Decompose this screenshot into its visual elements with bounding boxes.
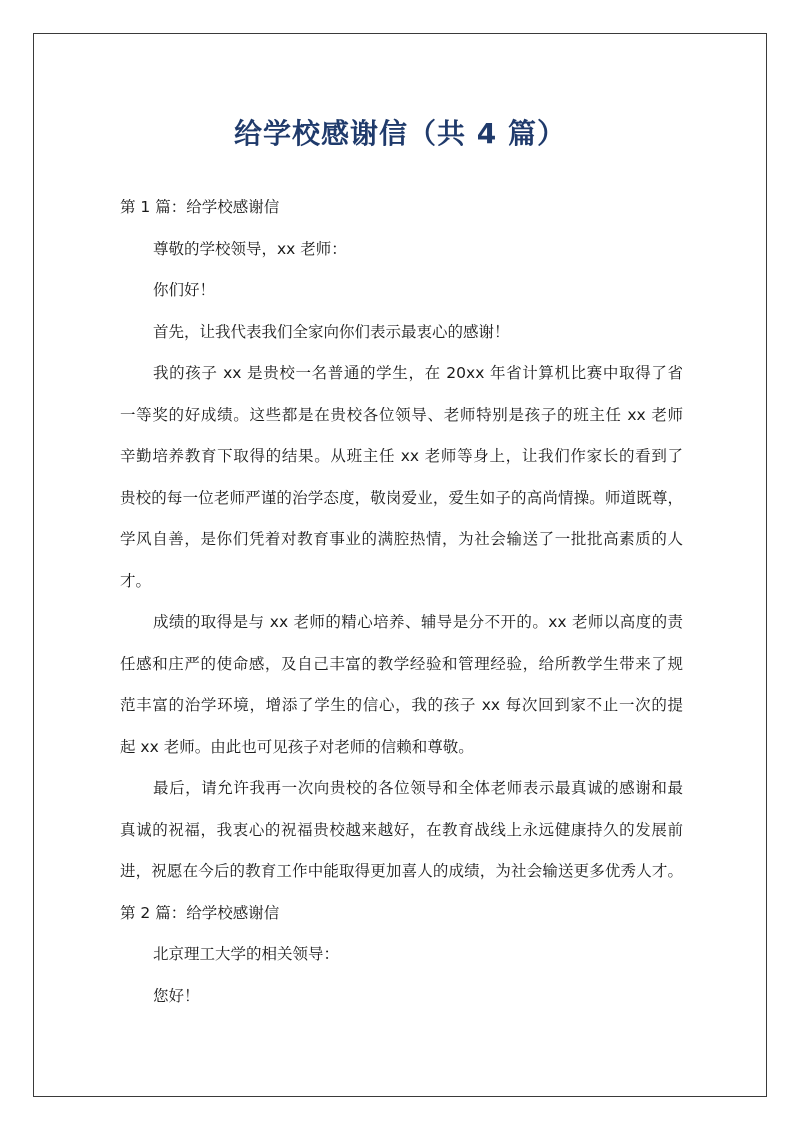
text-line: 第 2 篇：给学校感谢信 (120, 903, 280, 922)
text-line: 第 1 篇：给学校感谢信 (120, 198, 280, 216)
text-line: 尊敬的学校领导，xx 老师： (153, 239, 347, 258)
text-line: 贵校的每一位老师严谨的治学态度，敬岗爱业，爱生如子的高尚情操。师道既尊， (120, 488, 683, 507)
text-line: 范丰富的治学环境，增添了学生的信心，我的孩子 xx 每次回到家不止一次的提 (120, 696, 683, 714)
text-line: 学风自善，是你们凭着对教育事业的满腔热情，为社会输送了一批批高素质的人 (120, 530, 683, 548)
text-line: 辛勤培养教育下取得的结果。从班主任 xx 老师等身上，让我们作家长的看到了 (120, 447, 683, 465)
document-body (120, 187, 683, 1017)
text-line: 起 xx 老师。由此也可见孩子对老师的信赖和尊敬。 (120, 737, 474, 756)
text-line: 首先，让我代表我们全家向你们表示最衷心的感谢！ (153, 322, 510, 341)
text-line: 成绩的取得是与 xx 老师的精心培养、辅导是分不开的。xx 老师以高度的责 (153, 613, 683, 631)
text-line: 您好！ (153, 986, 200, 1005)
text-line: 任感和庄严的使命感，及自己丰富的教学经验和管理经验，给所教学生带来了规 (120, 654, 683, 673)
text-line: 一等奖的好成绩。这些都是在贵校各位领导、老师特别是孩子的班主任 xx 老师 (120, 405, 683, 424)
text-line: 北京理工大学的相关领导： (153, 945, 340, 963)
document-title: 给学校感谢信（共 4 篇） (234, 117, 566, 150)
text-line: 最后，请允许我再一次向贵校的各位领导和全体老师表示最真诚的感谢和最 (153, 779, 683, 797)
text-line: 真诚的祝福，我衷心的祝福贵校越来越好，在教育战线上永远健康持久的发展前 (120, 820, 683, 839)
text-line: 进，祝愿在今后的教育工作中能取得更加喜人的成绩，为社会输送更多优秀人才。 (120, 862, 683, 880)
text-line: 我的孩子 xx 是贵校一名普通的学生，在 20xx 年省计算机比赛中取得了省 (153, 364, 683, 382)
text-line: 才。 (120, 571, 152, 590)
text-line: 你们好！ (153, 281, 216, 299)
